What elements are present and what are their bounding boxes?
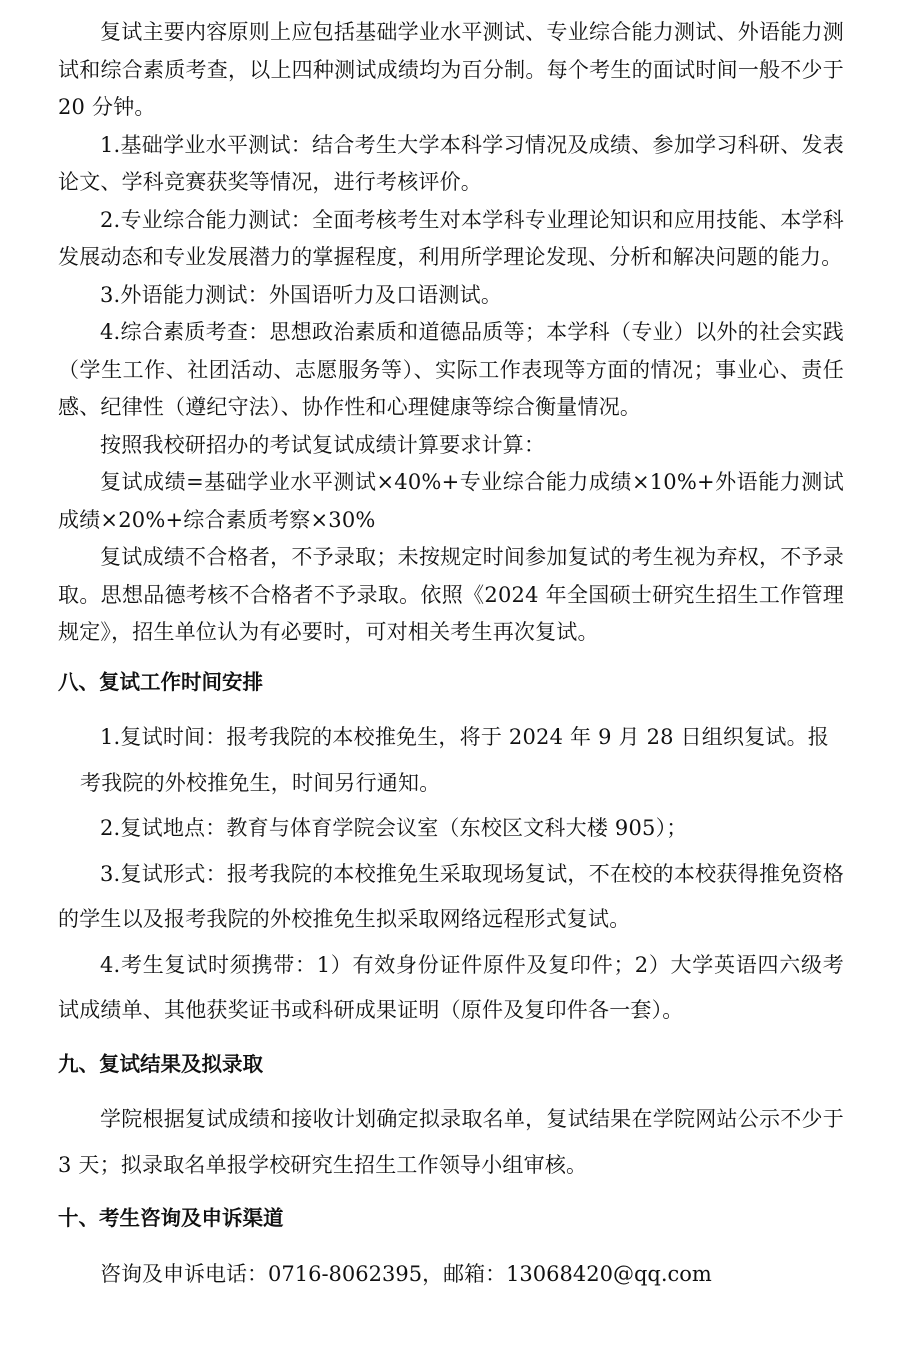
item-quality-test: 4.综合素质考查：思想政治素质和道德品质等；本学科（专业）以外的社会实践（学生工作、社团活动、志愿服务等）、实际工作表现等方面的情况；事业心、责任感、纪律性（遵纪守法）、协作性和心理健康等综合衡量情况。: [58, 320, 844, 419]
section-8-heading: 八、复试工作时间安排: [58, 669, 263, 694]
intro-paragraph: 复试主要内容原则上应包括基础学业水平测试、专业综合能力测试、外语能力测试和综合素质考查，以上四种测试成绩均为百分制。每个考生的面试时间一般不少于 20 分钟。: [58, 20, 844, 119]
item-basic-test: 1.基础学业水平测试：结合考生大学本科学习情况及成绩、参加学习科研、发表论文、学科竞赛获奖等情况，进行考核评价。: [58, 132, 844, 194]
score-calc-intro: 按照我校研招办的考试复试成绩计算要求计算：: [100, 432, 546, 457]
section-9-heading: 九、复试结果及拟录取: [58, 1051, 263, 1076]
item-language-test: 3.外语能力测试：外国语听力及口语测试。: [100, 282, 503, 307]
fail-policy: 复试成绩不合格者，不予录取；未按规定时间参加复试的考生视为弃权，不予录取。思想品德考核不合格者不予录取。依照《2024 年全国硕士研究生招生工作管理规定》，招生单位认为有必要时，可对相关考生再次复试。: [58, 545, 844, 644]
section-8-body: [58, 715, 844, 1034]
schedule-location: 2.复试地点：教育与体育学院会议室（东校区文科大楼 905）；: [100, 816, 688, 840]
score-formula: 复试成绩=基础学业水平测试×40%+专业综合能力成绩×10%+外语能力测试成绩×20%+综合素质考察×30%: [58, 470, 844, 532]
exam-content-section: [58, 14, 844, 652]
schedule-format: 3.复试形式：报考我院的本校推免生采取现场复试，不在校的本校获得推免资格的学生以及报考我院的外校推免生拟采取网络远程形式复试。: [58, 861, 844, 931]
section-9-body: [58, 1097, 844, 1188]
contact-info: 咨询及申诉电话：0716-8062395，邮箱：13068420@qq.com: [100, 1261, 712, 1286]
item-professional-test: 2.专业综合能力测试：全面考核考生对本学科专业理论知识和应用技能、本学科发展动态和专业发展潜力的掌握程度，利用所学理论发现、分析和解决问题的能力。: [58, 207, 844, 269]
schedule-materials: 4.考生复试时须携带：1）有效身份证件原件及复印件；2）大学英语四六级考试成绩单、其他获奖证书或科研成果证明（原件及复印件各一套）。: [58, 952, 844, 1022]
section-10-heading: 十、考生咨询及申诉渠道: [58, 1206, 284, 1230]
schedule-time-line1: 1.复试时间：报考我院的本校推免生，将于 2024 年 9 月 28 日组织复试。报: [100, 725, 830, 749]
admission-result-text: 学院根据复试成绩和接收计划确定拟录取名单，复试结果在学院网站公示不少于 3 天；拟录取名单报学校研究生招生工作领导小组审核。: [58, 1107, 844, 1177]
document-page: [58, 14, 844, 1293]
schedule-time-line2: 考我院的外校推免生，时间另行通知。: [80, 770, 441, 795]
